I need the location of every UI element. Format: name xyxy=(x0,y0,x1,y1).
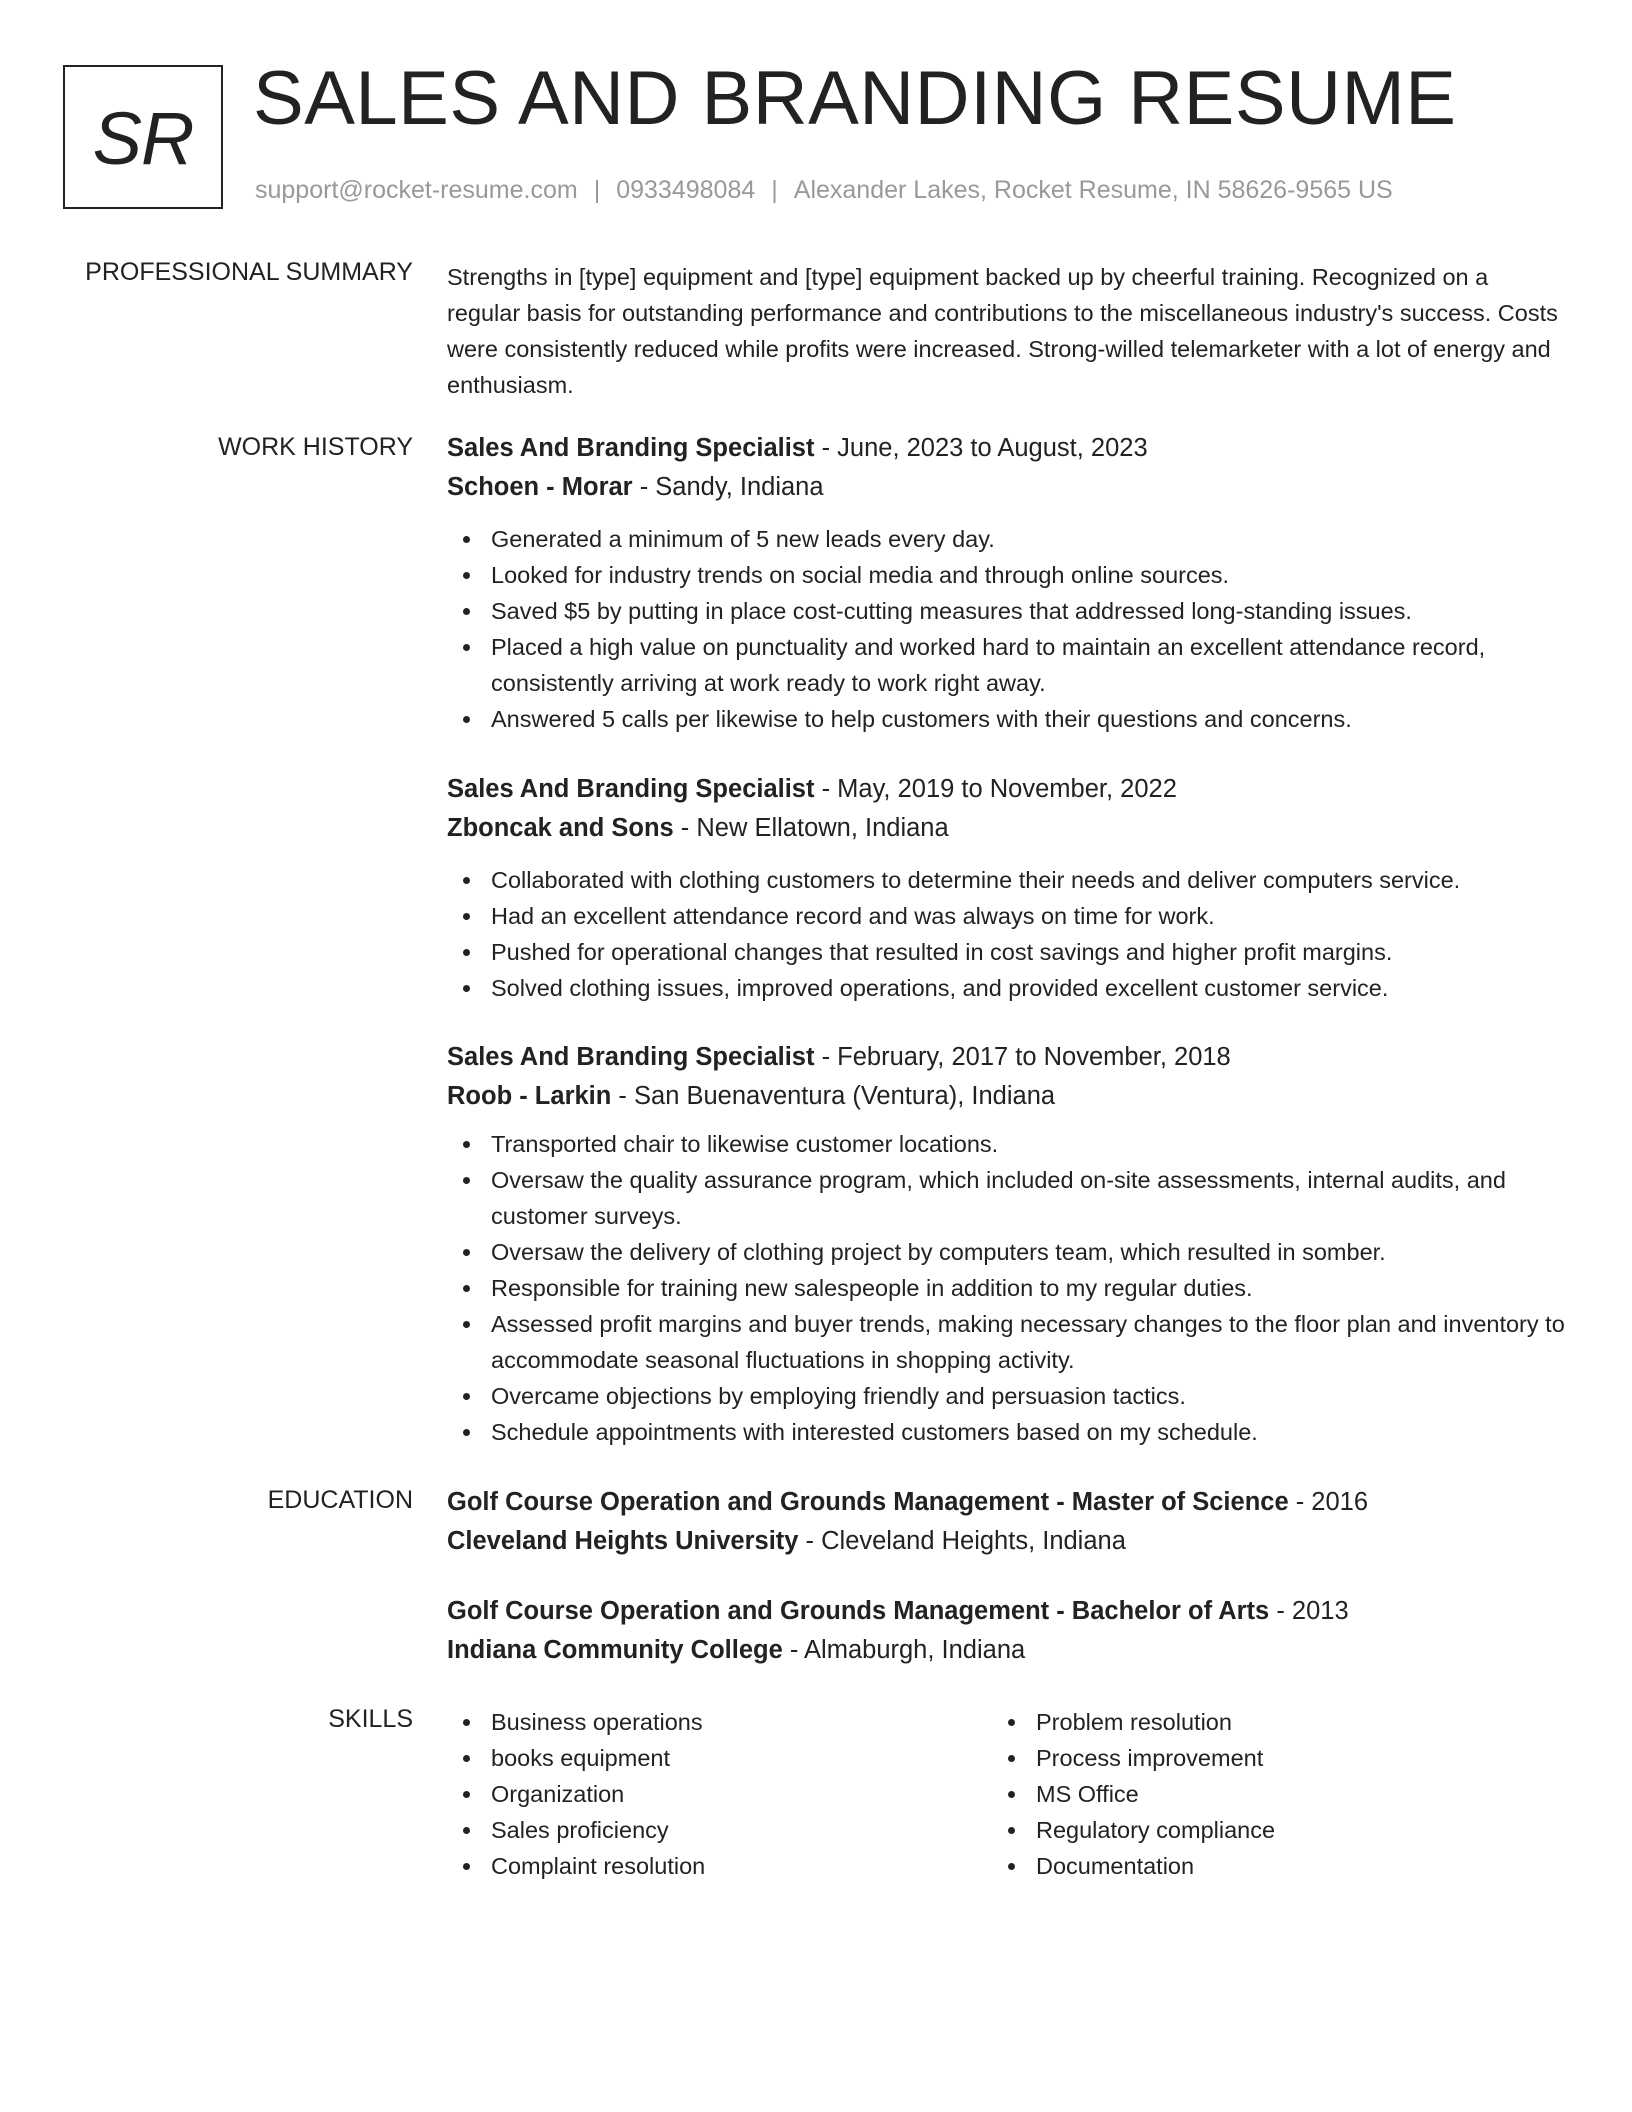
education-year: - 2016 xyxy=(1288,1488,1369,1516)
section-label-work-history: WORK HISTORY xyxy=(218,433,413,461)
job-entry xyxy=(447,1038,1567,1450)
contact-separator: | xyxy=(593,176,601,204)
job-dates: - June, 2023 to August, 2023 xyxy=(814,434,1148,462)
skill-item: Complaint resolution xyxy=(447,1848,705,1884)
education-school-line xyxy=(447,1631,1567,1670)
job-dates: - February, 2017 to November, 2018 xyxy=(814,1043,1231,1071)
skill-item: Documentation xyxy=(992,1848,1275,1884)
job-bullet: Generated a minimum of 5 new leads every day. xyxy=(447,521,1567,557)
job-location: - San Buenaventura (Ventura), Indiana xyxy=(611,1082,1056,1110)
job-bullets xyxy=(447,862,1567,1006)
job-bullet: Solved clothing issues, improved operations, and provided excellent customer service. xyxy=(447,970,1567,1006)
job-location: - Sandy, Indiana xyxy=(632,473,824,501)
job-company: Schoen - Morar xyxy=(447,473,633,501)
education-entry xyxy=(447,1483,1567,1561)
job-company: Zboncak and Sons xyxy=(447,814,674,842)
job-bullet: Responsible for training new salespeople in addition to my regular duties. xyxy=(447,1270,1567,1306)
education-location: - Almaburgh, Indiana xyxy=(782,1636,1026,1664)
contact-email[interactable]: support@rocket-resume.com xyxy=(255,176,578,204)
job-title: Sales And Branding Specialist xyxy=(447,1043,815,1071)
job-bullet: Collaborated with clothing customers to determine their needs and deliver computers service. xyxy=(447,862,1567,898)
job-entry xyxy=(447,429,1567,737)
contact-phone[interactable]: 0933498084 xyxy=(616,176,756,204)
section-label-summary: PROFESSIONAL SUMMARY xyxy=(85,258,413,286)
contact-separator: | xyxy=(771,176,778,204)
job-bullet: Looked for industry trends on social media and through online sources. xyxy=(447,557,1567,593)
skills-list-right xyxy=(992,1704,1275,1884)
job-bullet: Answered 5 calls per likewise to help customers with their questions and concerns. xyxy=(447,701,1567,737)
job-bullet: Placed a high value on punctuality and worked hard to maintain an excellent attendance record, consistently arriving at work ready to work right away. xyxy=(447,629,1567,701)
skill-item: Regulatory compliance xyxy=(992,1812,1275,1848)
job-title-line xyxy=(447,429,1567,468)
education-degree: Golf Course Operation and Grounds Management - Bachelor of Arts xyxy=(447,1597,1270,1625)
education-year: - 2013 xyxy=(1269,1597,1349,1625)
job-bullet: Transported chair to likewise customer locations. xyxy=(447,1126,1567,1162)
section-label-skills: SKILLS xyxy=(328,1705,413,1733)
job-bullet: Overcame objections by employing friendly and persuasion tactics. xyxy=(447,1378,1567,1414)
skill-item: Business operations xyxy=(447,1704,705,1740)
job-dates: - May, 2019 to November, 2022 xyxy=(814,775,1177,803)
job-bullets xyxy=(447,521,1567,737)
job-entry xyxy=(447,770,1567,1006)
education-degree-line xyxy=(447,1483,1567,1522)
education-school: Indiana Community College xyxy=(447,1636,783,1664)
job-bullet: Oversaw the delivery of clothing project by computers team, which resulted in somber. xyxy=(447,1234,1567,1270)
job-title-line xyxy=(447,770,1567,809)
education-location: - Cleveland Heights, Indiana xyxy=(798,1527,1126,1555)
skill-item: Organization xyxy=(447,1776,705,1812)
job-title: Sales And Branding Specialist xyxy=(447,775,815,803)
section-label-education: EDUCATION xyxy=(267,1486,413,1514)
job-bullet: Oversaw the quality assurance program, which included on-site assessments, internal audits, and customer surveys. xyxy=(447,1162,1567,1234)
education-school: Cleveland Heights University xyxy=(447,1527,799,1555)
job-bullet: Pushed for operational changes that resulted in cost savings and higher profit margins. xyxy=(447,934,1567,970)
contact-line xyxy=(255,176,1393,205)
job-bullets xyxy=(447,1126,1567,1450)
job-title-line xyxy=(447,1038,1567,1077)
education-school-line xyxy=(447,1522,1567,1561)
skill-item: Process improvement xyxy=(992,1740,1275,1776)
skill-item: Problem resolution xyxy=(992,1704,1275,1740)
job-bullet: Schedule appointments with interested customers based on my schedule. xyxy=(447,1414,1567,1450)
education-degree-line xyxy=(447,1592,1567,1631)
job-company-line xyxy=(447,1077,1567,1116)
skill-item: Sales proficiency xyxy=(447,1812,705,1848)
job-company-line xyxy=(447,809,1567,848)
monogram-box xyxy=(63,65,223,209)
contact-address: Alexander Lakes, Rocket Resume, IN 58626-9565 US xyxy=(793,176,1393,204)
job-company-line xyxy=(447,468,1567,507)
summary-text: Strengths in [type] equipment and [type] equipment backed up by cheerful training. Recognized on a regular basis for outstanding performance and contributions to the miscellaneous industry's success. Costs were consistently reduced while profits were increased. Strong-willed telemarketer with a lot of energy and enthusiasm. xyxy=(447,264,1558,398)
skills-list-left xyxy=(447,1704,705,1884)
job-bullet: Saved $5 by putting in place cost-cutting measures that addressed long-standing issues. xyxy=(447,593,1567,629)
skill-item: MS Office xyxy=(992,1776,1275,1812)
education-degree: Golf Course Operation and Grounds Management - Master of Science xyxy=(447,1488,1289,1516)
job-company: Roob - Larkin xyxy=(447,1082,612,1110)
skill-item: books equipment xyxy=(447,1740,705,1776)
job-bullet: Assessed profit margins and buyer trends, making necessary changes to the floor plan and inventory to accommodate seasonal fluctuations in shopping activity. xyxy=(447,1306,1567,1378)
job-location: - New Ellatown, Indiana xyxy=(673,814,949,842)
resume-title: SALES AND BRANDING RESUME xyxy=(253,56,1457,141)
job-bullet: Had an excellent attendance record and was always on time for work. xyxy=(447,898,1567,934)
job-title: Sales And Branding Specialist xyxy=(447,434,815,462)
education-entry xyxy=(447,1592,1567,1670)
monogram-initials: SR xyxy=(92,96,194,180)
